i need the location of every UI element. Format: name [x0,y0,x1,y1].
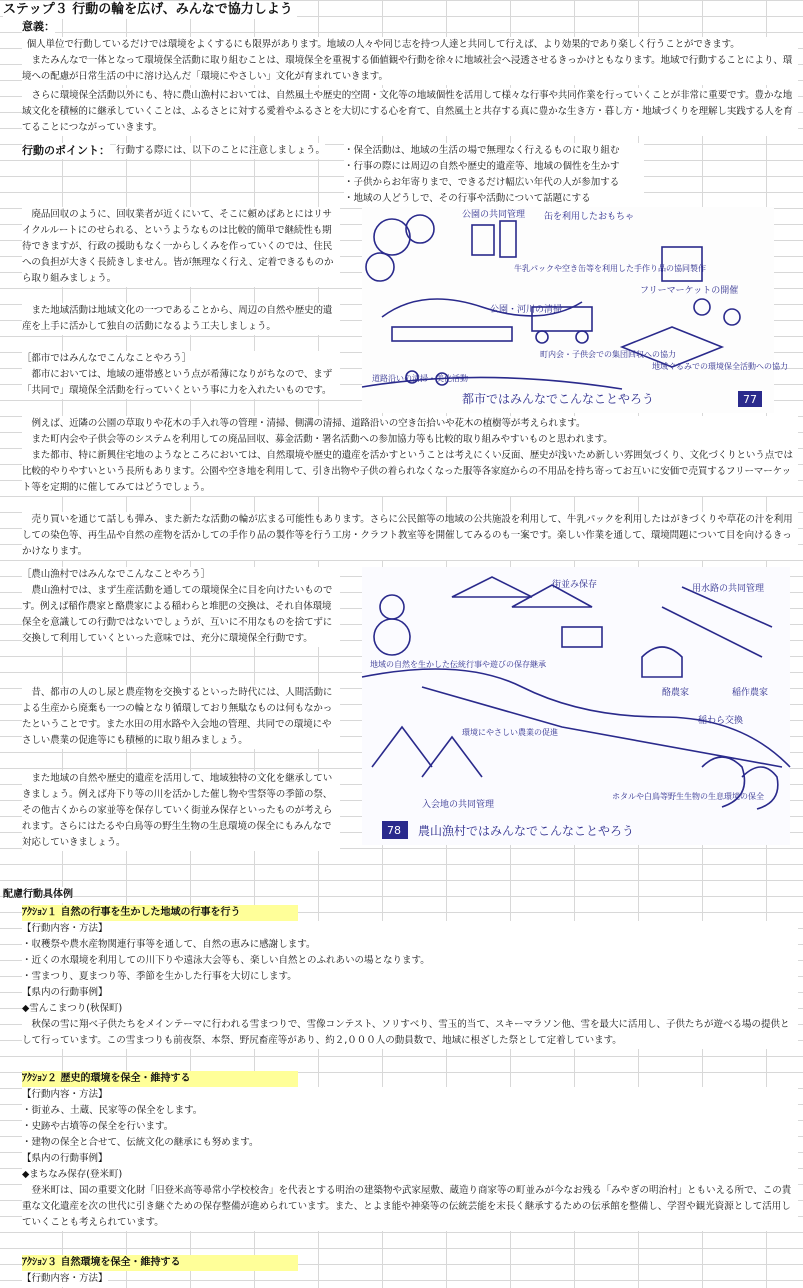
rural-illustration-drawing [362,567,790,845]
illustration-label: 町内会・子供会での集団回収への協力 [540,350,676,359]
city-section [22,351,340,399]
illustration-label: 道路沿いの清掃・美化活動 [372,374,468,383]
list-item: ・雪まつり、夏まつり等、季節を生かした行事を大切にします。 [22,971,297,982]
content-label: 【行動内容・方法】 [22,1271,108,1287]
illustration-label: 稲作農家 [732,688,769,698]
illustration-caption: 農山漁村ではみんなでこんなことやろう [418,824,635,838]
illustration-label: 酪農家 [662,688,690,698]
intro-paragraph-1: 個人単位で行動しているだけでは環境をよくするにも限界があります。地域の人々や同じ志を持つ人達と共同して行えば、より効果的であり楽しく行うことができます。 [22,37,798,53]
city-more-2: また町内会や子供会等のシステムを利用しての廃品回収、募金活動・署名活動への参加協力等も比較的取り組みやすいものと思われます。 [22,432,798,448]
illustration-label: 地域ぐるみでの環境保全活動への協力 [652,362,788,371]
points-list [344,143,644,207]
case-label: 【県内の行動事例】 [22,987,108,998]
meaning-label: 意義： [22,20,55,33]
intro-paragraph-2: またみんなで一体となって環境保全活動に取り組むことは、環境保全を重視する価値観や行動を徐々に地域社会へ浸透させるきっかけともなります。地域で行動することにより、環境への配慮が日常生活の中に溶け込んだ「環境にやさしい」文化が育まれていきます。 [22,53,798,85]
illustration-label: 環境にやさしい農業の促進 [462,728,558,737]
illustration-label: ホタルや白鳥等野生生物の生息環境の保全 [612,792,764,801]
action-title: ｱｸｼｮﾝ２ 歴史的環境を保全・維持する [22,1071,298,1087]
illustration-label: 牛乳パックや空き缶等を利用した手作り品の協同製作 [514,264,706,273]
content-label: 【行動内容・方法】 [22,1089,108,1100]
city-heading: ［都市ではみんなでこんなことやろう］ [22,353,192,364]
city-more-1: 例えば、近隣の公園の草取りや花木の手入れ等の管理・清掃、側溝の清掃、道路沿いの空き缶拾いや花木の植樹等が考えられます。 [22,416,798,432]
action-title: ｱｸｼｮﾝ１ 自然の行事を生かした地域の行事を行う [22,905,298,921]
list-item: ・史跡や古墳等の保全を行います。 [22,1121,174,1132]
rural-section [22,567,340,647]
city-paragraph-1: 廃品回収のように、回収業者が近くにいて、そこに頼めばあとにはリサイクルルートにのせられる、というようなものは比較的簡単で継続性も期待できますが、行政の援助もなく一からしくみを作っていくのでは、住民への負担が大きく長続きしません。皆が無理なく行え、定着できるものから取り組みましょう。 [22,207,340,287]
list-item: ・近くの水環境を利用しての川下りや遠泳大会等も、楽しい自然とのふれあいの場となります。 [22,955,430,966]
city-illustration-drawing [362,207,788,413]
illustration-label: 入会地の共同管理 [422,800,495,810]
illustration-label: 街並み保存 [552,580,598,590]
city-paragraph-3: 都市においては、地域の連帯感という点が希薄になりがちなので、まず「共同で」環境保全活動を行っていくという事に力を入れたいものです。 [22,369,333,396]
rural-paragraph-1: 農山漁村では、まず生産活動を通しての環境保全に目を向けたいものです。例えば稲作農家と酪農家による稲わらと堆肥の交換は、それ自体環境保全を意識しての行動ではないでしょうが、互いに不用なものを捨てずに交換して利用していくといった意味では、充分に環境保全行動です。 [22,585,333,644]
list-item: ・街並み、土蔵、民家等の保全をします。 [22,1105,203,1116]
case-text: 秋保の雪に翔べ子供たちをメインテーマに行われる雪まつりで、雪像コンテスト、ソリすべり、雪玉的当て、スキーマラソン他、雪を最大に活用し、子供たちが遊べる場の提供として行っています。この雪まつりも前夜祭、本祭、野尻畜産等があり、約２,０００人の動員数で、地域に根ざした祭として定着しています。 [22,1019,790,1046]
rural-paragraph-3: また地域の自然や歴史的遺産を活用して、地域独特の文化を継承していきましょう。例えば舟下り等の川を活かした催し物や雪祭等の季節の祭、その他古くからの家並等を保存していく街並み保存といったものが考えられます。さらにはたるや白鳥等の野生生物の生息環境の保全にもみんなで対応していきましょう。 [22,771,340,851]
illustration-label: 公園・河川の清掃 [490,305,563,315]
illustration-label: 公園の共同管理 [462,210,526,220]
action-1-body [22,921,798,1049]
list-item: ・建物の保全と合せて、伝統文化の継承にも努めます。 [22,1137,259,1148]
illustration-number: 77 [743,393,757,406]
list-item: ・地域の人どうしで、その行事や活動について話題にする [344,193,591,204]
page-title: ステップ３ 行動の輪を広げ、みんなで協力しよう [3,1,297,19]
case-title: ◆雪んこまつり(秋保町) [22,1003,123,1014]
case-title: ◆まちなみ保存(登米町) [22,1169,123,1180]
city-paragraph-2: また地域活動は地域文化の一つであることから、周辺の自然や歴史的遺産を上手に活かして独自の活動になるよう工夫しましょう。 [22,303,340,335]
illustration-number: 78 [387,824,401,837]
case-label: 【県内の行動事例】 [22,1153,108,1164]
rural-heading: ［農山漁村ではみんなでこんなことやろう］ [22,569,211,580]
rural-paragraph-2: 昔、都市の人のし尿と農産物を交換するといった時代には、人間活動による生産から廃棄も一つの輪となり循環しており無駄なものは何もなかったということです。また水田の用水路や入会地の管理、共同での環境にやさしい農業の促進等にも積極的に取り組みましょう。 [22,685,340,749]
illustration-label: 地域の自然を生かした伝統行事や遊びの保存継承 [370,660,546,669]
list-item: ・子供からお年寄りまで、できるだけ幅広い年代の人が参加する [344,177,620,188]
illustration-label: 缶を利用したおもちゃ [544,212,635,222]
examples-heading: 配慮行動具体例 [3,887,73,903]
list-item: ・行事の際には周辺の自然や歴史的遺産等、地域の個性を生かす [344,161,620,172]
points-label: 行動のポイント： [22,144,110,157]
city-more-3: また都市、特に新興住宅地のようなところにおいては、自然環境や歴史的遺産を活かすということは考えにくい反面、歴史が浅いため新しい雰囲気づくり、文化づくりという点では比較的やりやすいという長所もあります。公園や空き地を利用して、引き出物や子供の着られなくなった服等各家庭からの不用品を持ち寄ってお互いに安価で売買するフリーマーケット等を定期的に催してみてはどうでしょう。 [22,448,798,496]
points-lead: 行動する際には、以下のことに注意しましょう。 [116,143,325,159]
rural-illustration [362,567,790,845]
intro-paragraph-3: さらに環境保全活動以外にも、特に農山漁村においては、自然風土や歴史的空間・文化等の地域個性を活用して様々な行事や共同作業を行っていくことが非常に重要です。豊かな地域文化を積極的に継承していくことは、ふるさとに対する愛着やふるさとを大切にする心を育て、自然風土と共存する真に豊かな生き方・暮し方・地域づくりを理解し実践する人を育てることにつながっていきます。 [22,88,798,136]
list-item: ・収穫祭や農水産物関連行事等を通して、自然の恵みに感謝します。 [22,939,316,950]
city-more-4: 売り買いを通じて話しも弾み、また新たな活動の輪が広まる可能性もあります。さらに公民館等の地域の公共施設を利用して、牛乳パックを利用したはがきづくりや草花の汁を利用しての染色等、再生品や自然の産物を活かしての手作り品の製作等を行う工房・クラフト教室等を開催してみるのも一案です。楽しい作業を通して、環境問題について目を向けるきっかけなります。 [22,512,798,560]
city-illustration [362,207,788,413]
action-2-body [22,1087,798,1231]
content-label: 【行動内容・方法】 [22,923,108,934]
case-text: 登米町は、国の重要文化財「旧登米高等尋常小学校校舎」を代表とする明治の建築物や武家屋敷、蔵造り商家等の町並みが今なお残る「みやぎの明治村」ともいえる所で、この貴重な文化遺産を次の世代に引き継ぐための保存整備が進められています。また、とよま能や神楽等の伝統芸能を末長く継承するための伝承館を整備し、学習や観光資源として活用していくことも考えられています。 [22,1185,792,1228]
illustration-caption: 都市ではみんなでこんなことやろう [462,392,655,406]
action-title: ｱｸｼｮﾝ３ 自然環境を保全・維持する [22,1255,298,1271]
illustration-label: フリーマーケットの開催 [640,286,739,296]
illustration-label: 用水路の共同管理 [692,584,765,594]
illustration-label: 稲わら交換 [698,716,744,726]
list-item: ・保全活動は、地域の生活の場で無理なく行えるものに取り組む [344,145,620,156]
